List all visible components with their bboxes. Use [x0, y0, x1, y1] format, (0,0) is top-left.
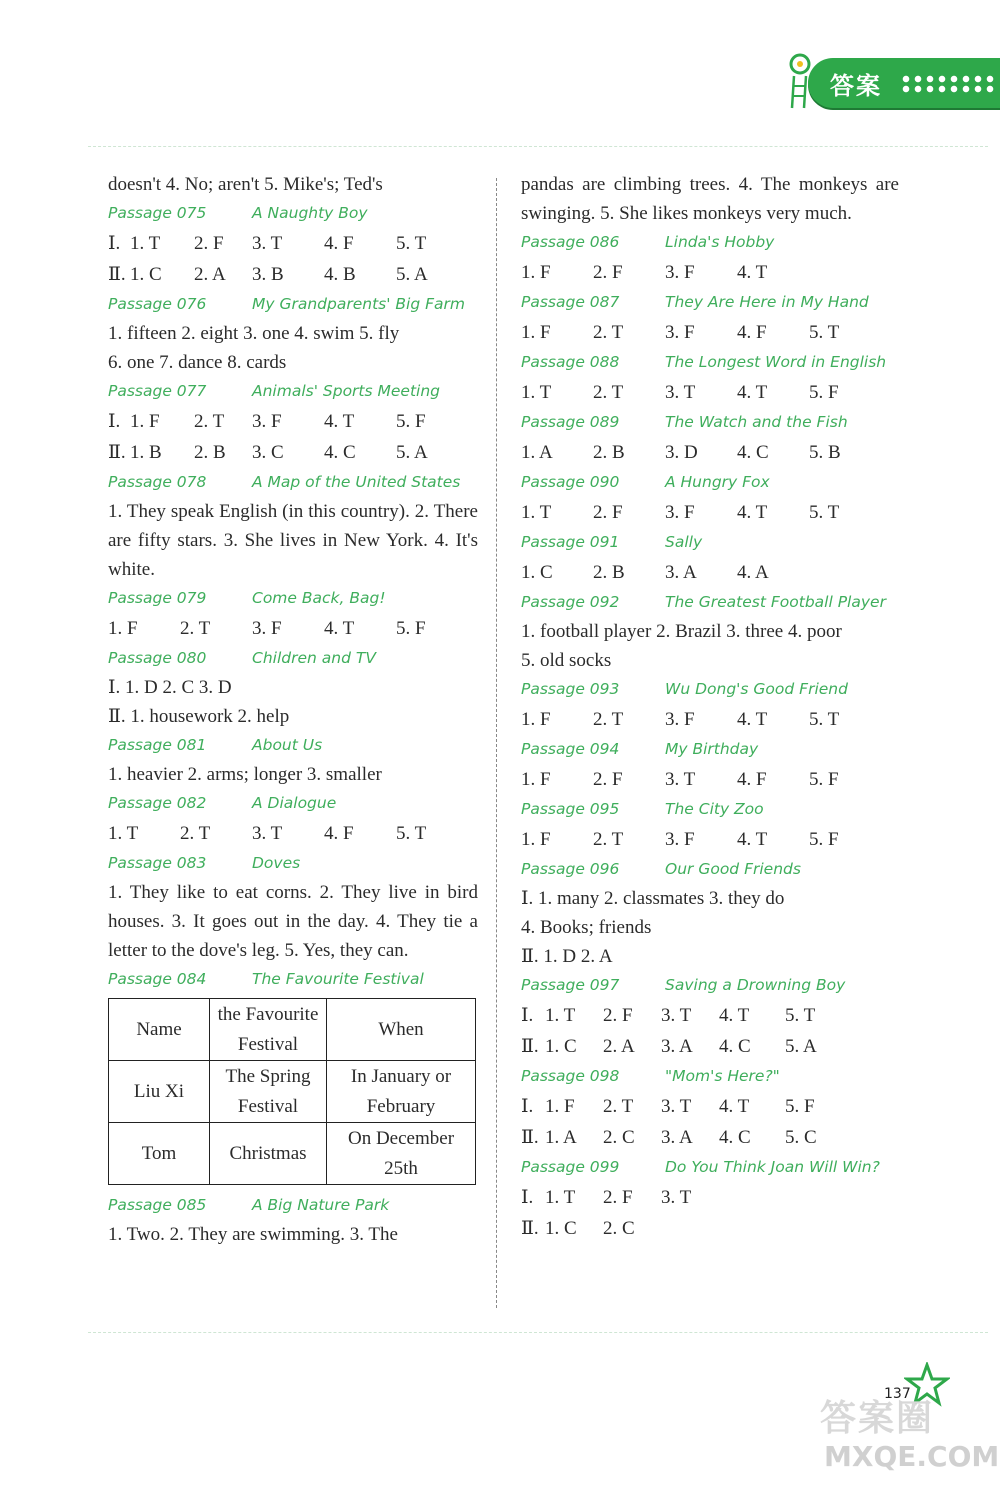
passage-title: A Hungry Fox	[665, 473, 770, 491]
answer-line: Ⅱ. 1. D 2. A	[521, 946, 613, 967]
answer-item: 2. F	[603, 1187, 633, 1208]
table-cell: The Spring Festival	[210, 1061, 327, 1123]
answer-item: 2. C	[603, 1127, 635, 1148]
answer-row	[521, 1000, 899, 1031]
header-label: 答案	[830, 72, 882, 100]
roman-numeral: Ⅱ.	[521, 1036, 539, 1057]
answer-item: 2. B	[593, 562, 625, 583]
answer-item: 3. T	[661, 1096, 692, 1117]
answer-line: 1. football player 2. Brazil 3. three 4. poor	[521, 621, 842, 642]
passage-number: Passage 095	[521, 800, 620, 818]
answer-row	[521, 1182, 899, 1213]
answer-item: 4. C	[719, 1127, 751, 1148]
passage-title: Sally	[665, 533, 703, 551]
answer-item: 2. T	[593, 322, 624, 343]
passage-heading	[108, 377, 478, 406]
table-cell: When	[327, 999, 476, 1061]
passage-title: Doves	[252, 854, 301, 872]
watermark-text: 答案圈	[820, 1398, 935, 1439]
answer-item: 1. T	[545, 1005, 576, 1026]
answer-item: 1. C	[545, 1218, 577, 1239]
answer-row	[521, 764, 899, 795]
passage-title: They Are Here in My Hand	[665, 293, 869, 311]
answer-row	[108, 437, 478, 468]
table-row	[109, 1061, 476, 1123]
passage-title: Wu Dong's Good Friend	[665, 680, 848, 698]
answer-item: 4. F	[324, 823, 354, 844]
answer-item: 5. F	[396, 411, 426, 432]
passage-title: Do You Think Joan Will Win?	[665, 1158, 880, 1176]
answer-item: 5. T	[785, 1005, 816, 1026]
passage-number: Passage 091	[521, 533, 620, 551]
table-cell: Tom	[109, 1123, 210, 1185]
passage-heading	[108, 1191, 478, 1220]
passage-number: Passage 099	[521, 1158, 620, 1176]
passage-heading	[521, 348, 899, 377]
roman-numeral: Ⅱ.	[521, 1218, 539, 1239]
answer-item: 2. T	[603, 1096, 634, 1117]
answer-row	[521, 1031, 899, 1062]
answer-item: 3. T	[661, 1005, 692, 1026]
answer-row	[521, 317, 899, 348]
answer-item: 4. T	[324, 411, 355, 432]
answer-paragraph: pandas are climbing trees. 4. The monkeys are swinging. 5. She likes monkeys very much.	[521, 174, 899, 224]
passage-heading	[108, 731, 478, 760]
answer-line: 1. Two. 2. They are swimming. 3. The	[108, 1224, 398, 1245]
answer-item: 5. A	[396, 442, 428, 463]
passage-title: Linda's Hobby	[665, 233, 775, 251]
bottom-rule	[88, 1332, 988, 1333]
passage-title: Animals' Sports Meeting	[252, 382, 441, 400]
roman-numeral: Ⅱ.	[108, 442, 126, 463]
passage-title: The Favourite Festival	[252, 970, 424, 988]
answer-item: 1. F	[521, 322, 551, 343]
table-cell: the Favourite Festival	[210, 999, 327, 1061]
answer-item: 5. B	[809, 442, 841, 463]
passage-heading	[108, 199, 478, 228]
answer-row	[521, 377, 899, 408]
answer-paragraph: 1. They like to eat corns. 2. They live in bird houses. 3. It goes out in the day. 4. They tie a letter to the dove's leg. 5. Yes, they can.	[108, 882, 478, 961]
roman-numeral: Ⅰ.	[521, 1096, 534, 1117]
answer-row	[521, 497, 899, 528]
table-cell: In January or February	[327, 1061, 476, 1123]
answer-item: 1. T	[545, 1187, 576, 1208]
passage-number: Passage 087	[521, 293, 620, 311]
passage-number: Passage 077	[108, 382, 207, 400]
watermark-url: MXQE.COM	[824, 1440, 1000, 1473]
answer-item: 2. B	[593, 442, 625, 463]
answer-row	[521, 704, 899, 735]
passage-number: Passage 089	[521, 413, 620, 431]
answer-item: 3. F	[252, 618, 282, 639]
passage-title: The Watch and the Fish	[665, 413, 848, 431]
answer-item: 2. F	[194, 233, 224, 254]
passage-number: Passage 075	[108, 204, 207, 222]
answer-paragraph: 1. They speak English (in this country). 2. There are fifty stars. 3. She lives in New York. 4. It's white.	[108, 501, 478, 580]
passage-heading	[108, 849, 478, 878]
answer-item: 5. C	[785, 1127, 817, 1148]
answer-item: 5. T	[809, 709, 840, 730]
passage-heading	[108, 468, 478, 497]
answer-item: 3. B	[252, 264, 284, 285]
answer-item: 2. F	[593, 262, 623, 283]
passage-title: The Greatest Football Player	[665, 593, 886, 611]
answer-line: Ⅰ. 1. D 2. C 3. D	[108, 677, 232, 698]
answer-item: 1. A	[521, 442, 553, 463]
answer-item: 5. F	[396, 618, 426, 639]
answer-row	[521, 1091, 899, 1122]
answer-item: 3. A	[661, 1127, 693, 1148]
answer-item: 4. F	[737, 769, 767, 790]
passage-number: Passage 082	[108, 794, 207, 812]
answer-item: 1. F	[108, 618, 138, 639]
answer-item: 4. T	[737, 382, 768, 403]
answer-item: 1. F	[545, 1096, 575, 1117]
answer-item: 4. A	[737, 562, 769, 583]
answer-line: 5. old socks	[521, 650, 612, 671]
passage-title: A Map of the United States	[252, 473, 461, 491]
answer-item: 4. F	[324, 233, 354, 254]
passage-heading	[521, 1062, 899, 1091]
passage-title: Our Good Friends	[665, 860, 801, 878]
column-divider	[496, 178, 497, 1308]
answer-header-tab	[808, 58, 1000, 108]
answer-item: 3. F	[665, 502, 695, 523]
answer-item: 3. F	[665, 322, 695, 343]
answer-item: 2. T	[180, 618, 211, 639]
answer-item: 5. T	[396, 233, 427, 254]
answer-item: 5. F	[809, 829, 839, 850]
answer-item: 2. T	[593, 829, 624, 850]
passage-title: Saving a Drowning Boy	[665, 976, 846, 994]
passage-heading	[108, 644, 478, 673]
answer-item: 4. T	[324, 618, 355, 639]
passage-number: Passage 098	[521, 1067, 620, 1085]
passage-number: Passage 078	[108, 473, 207, 491]
passage-heading	[521, 855, 899, 884]
answer-item: 1. F	[521, 709, 551, 730]
answer-line: Ⅰ. 1. many 2. classmates 3. they do	[521, 888, 785, 909]
answer-row	[108, 613, 478, 644]
answer-item: 3. F	[665, 262, 695, 283]
passage-heading	[108, 789, 478, 818]
answer-item: 1. F	[521, 829, 551, 850]
roman-numeral: Ⅰ.	[521, 1005, 534, 1026]
answer-item: 5. T	[396, 823, 427, 844]
answer-item: 5. A	[785, 1036, 817, 1057]
passage-heading	[521, 1153, 899, 1182]
answer-row	[108, 259, 478, 290]
answer-item: 3. T	[252, 823, 283, 844]
answer-item: 3. D	[665, 442, 698, 463]
answer-item: 1. F	[521, 769, 551, 790]
answer-item: 4. T	[737, 262, 768, 283]
answer-item: 3. C	[252, 442, 284, 463]
roman-numeral: Ⅱ.	[521, 1127, 539, 1148]
passage-heading	[521, 468, 899, 497]
roman-numeral: Ⅱ.	[108, 264, 126, 285]
answer-line: Ⅱ. 1. housework 2. help	[108, 706, 290, 727]
answer-item: 4. C	[324, 442, 356, 463]
passage-title: My Birthday	[665, 740, 759, 758]
answer-item: 2. F	[593, 502, 623, 523]
passage-heading	[108, 584, 478, 613]
answer-item: 4. C	[737, 442, 769, 463]
festival-table	[108, 998, 476, 1185]
passage-number: Passage 076	[108, 295, 207, 313]
answer-item: 2. C	[603, 1218, 635, 1239]
passage-number: Passage 080	[108, 649, 207, 667]
answer-line: 1. heavier 2. arms; longer 3. smaller	[108, 764, 382, 785]
answer-item: 4. F	[737, 322, 767, 343]
answer-row	[521, 1122, 899, 1153]
answer-item: 3. T	[665, 382, 696, 403]
answer-item: 4. T	[737, 502, 768, 523]
passage-heading	[521, 735, 899, 764]
roman-numeral: Ⅰ.	[108, 411, 121, 432]
passage-number: Passage 086	[521, 233, 620, 251]
answer-item: 2. T	[194, 411, 225, 432]
answer-item: 5. T	[809, 502, 840, 523]
answer-item: 3. T	[665, 769, 696, 790]
answer-item: 3. A	[665, 562, 697, 583]
answer-item: 2. A	[194, 264, 226, 285]
answer-row	[521, 437, 899, 468]
table-row	[109, 1123, 476, 1185]
passage-number: Passage 085	[108, 1196, 207, 1214]
passage-heading	[521, 288, 899, 317]
roman-numeral: Ⅰ.	[108, 233, 121, 254]
passage-title: A Dialogue	[252, 794, 337, 812]
answer-item: 2. T	[593, 709, 624, 730]
passage-title: The Longest Word in English	[665, 353, 887, 371]
passage-number: Passage 092	[521, 593, 620, 611]
answer-line: 6. one 7. dance 8. cards	[108, 352, 287, 373]
table-cell: Name	[109, 999, 210, 1061]
answer-item: 2. F	[593, 769, 623, 790]
answer-item: 4. T	[737, 709, 768, 730]
roman-numeral: Ⅰ.	[521, 1187, 534, 1208]
passage-title: About Us	[252, 736, 323, 754]
table-cell: On December 25th	[327, 1123, 476, 1185]
answer-item: 1. C	[130, 264, 162, 285]
left-column	[108, 170, 478, 1249]
passage-title: The City Zoo	[665, 800, 764, 818]
answer-item: 1. B	[130, 442, 162, 463]
passage-number: Passage 081	[108, 736, 207, 754]
answer-item: 1. A	[545, 1127, 577, 1148]
passage-title: Come Back, Bag!	[252, 589, 386, 607]
table-cell: Christmas	[210, 1123, 327, 1185]
answer-item: 2. T	[180, 823, 211, 844]
passage-number: Passage 094	[521, 740, 620, 758]
answer-line: 1. fifteen 2. eight 3. one 4. swim 5. fly	[108, 323, 400, 344]
answer-line: doesn't 4. No; aren't 5. Mike's; Ted's	[108, 174, 383, 195]
answer-item: 2. F	[603, 1005, 633, 1026]
passage-heading	[521, 971, 899, 1000]
answer-row	[108, 406, 478, 437]
table-row	[109, 999, 476, 1061]
answer-row	[521, 824, 899, 855]
answer-item: 1. T	[521, 502, 552, 523]
passage-heading	[521, 408, 899, 437]
passage-number: Passage 084	[108, 970, 207, 988]
answer-item: 3. T	[661, 1187, 692, 1208]
passage-number: Passage 097	[521, 976, 620, 994]
answer-row	[108, 818, 478, 849]
passage-number: Passage 096	[521, 860, 620, 878]
passage-title: "Mom's Here?"	[665, 1067, 780, 1085]
answer-item: 1. F	[521, 262, 551, 283]
answer-item: 3. F	[665, 709, 695, 730]
answer-item: 3. F	[665, 829, 695, 850]
answer-item: 1. T	[521, 382, 552, 403]
answer-item: 3. T	[252, 233, 283, 254]
passage-heading	[521, 795, 899, 824]
dot-pattern-icon	[900, 74, 996, 94]
answer-item: 5. F	[785, 1096, 815, 1117]
answer-item: 5. A	[396, 264, 428, 285]
answer-item: 4. C	[719, 1036, 751, 1057]
answer-item: 1. C	[545, 1036, 577, 1057]
answer-row	[521, 257, 899, 288]
passage-number: Passage 079	[108, 589, 207, 607]
answer-row	[521, 1213, 899, 1244]
answer-item: 1. T	[108, 823, 139, 844]
passage-title: A Naughty Boy	[252, 204, 368, 222]
passage-heading	[521, 228, 899, 257]
answer-line: 4. Books; friends	[521, 917, 652, 938]
answer-item: 5. F	[809, 382, 839, 403]
answer-item: 4. T	[737, 829, 768, 850]
right-column	[521, 170, 899, 1244]
answer-item: 2. A	[603, 1036, 635, 1057]
answer-item: 2. B	[194, 442, 226, 463]
passage-title: Children and TV	[252, 649, 376, 667]
answer-item: 3. A	[661, 1036, 693, 1057]
answer-item: 4. T	[719, 1096, 750, 1117]
answer-item: 5. T	[809, 322, 840, 343]
passage-heading	[521, 528, 899, 557]
table-cell: Liu Xi	[109, 1061, 210, 1123]
answer-item: 4. B	[324, 264, 356, 285]
answer-item: 1. T	[130, 233, 161, 254]
page-number: 137	[884, 1386, 911, 1402]
answer-row	[521, 557, 899, 588]
passage-title: My Grandparents' Big Farm	[252, 295, 466, 313]
answer-item: 1. F	[130, 411, 160, 432]
answer-item: 2. T	[593, 382, 624, 403]
passage-heading	[108, 290, 478, 319]
passage-heading	[521, 588, 899, 617]
top-rule	[88, 146, 988, 147]
answer-item: 4. T	[719, 1005, 750, 1026]
passage-heading	[108, 965, 478, 994]
passage-number: Passage 093	[521, 680, 620, 698]
passage-heading	[521, 675, 899, 704]
answer-item: 3. F	[252, 411, 282, 432]
answer-row	[108, 228, 478, 259]
passage-number: Passage 083	[108, 854, 207, 872]
passage-number: Passage 090	[521, 473, 620, 491]
passage-number: Passage 088	[521, 353, 620, 371]
answer-item: 1. C	[521, 562, 553, 583]
passage-title: A Big Nature Park	[252, 1196, 390, 1214]
answer-item: 5. F	[809, 769, 839, 790]
